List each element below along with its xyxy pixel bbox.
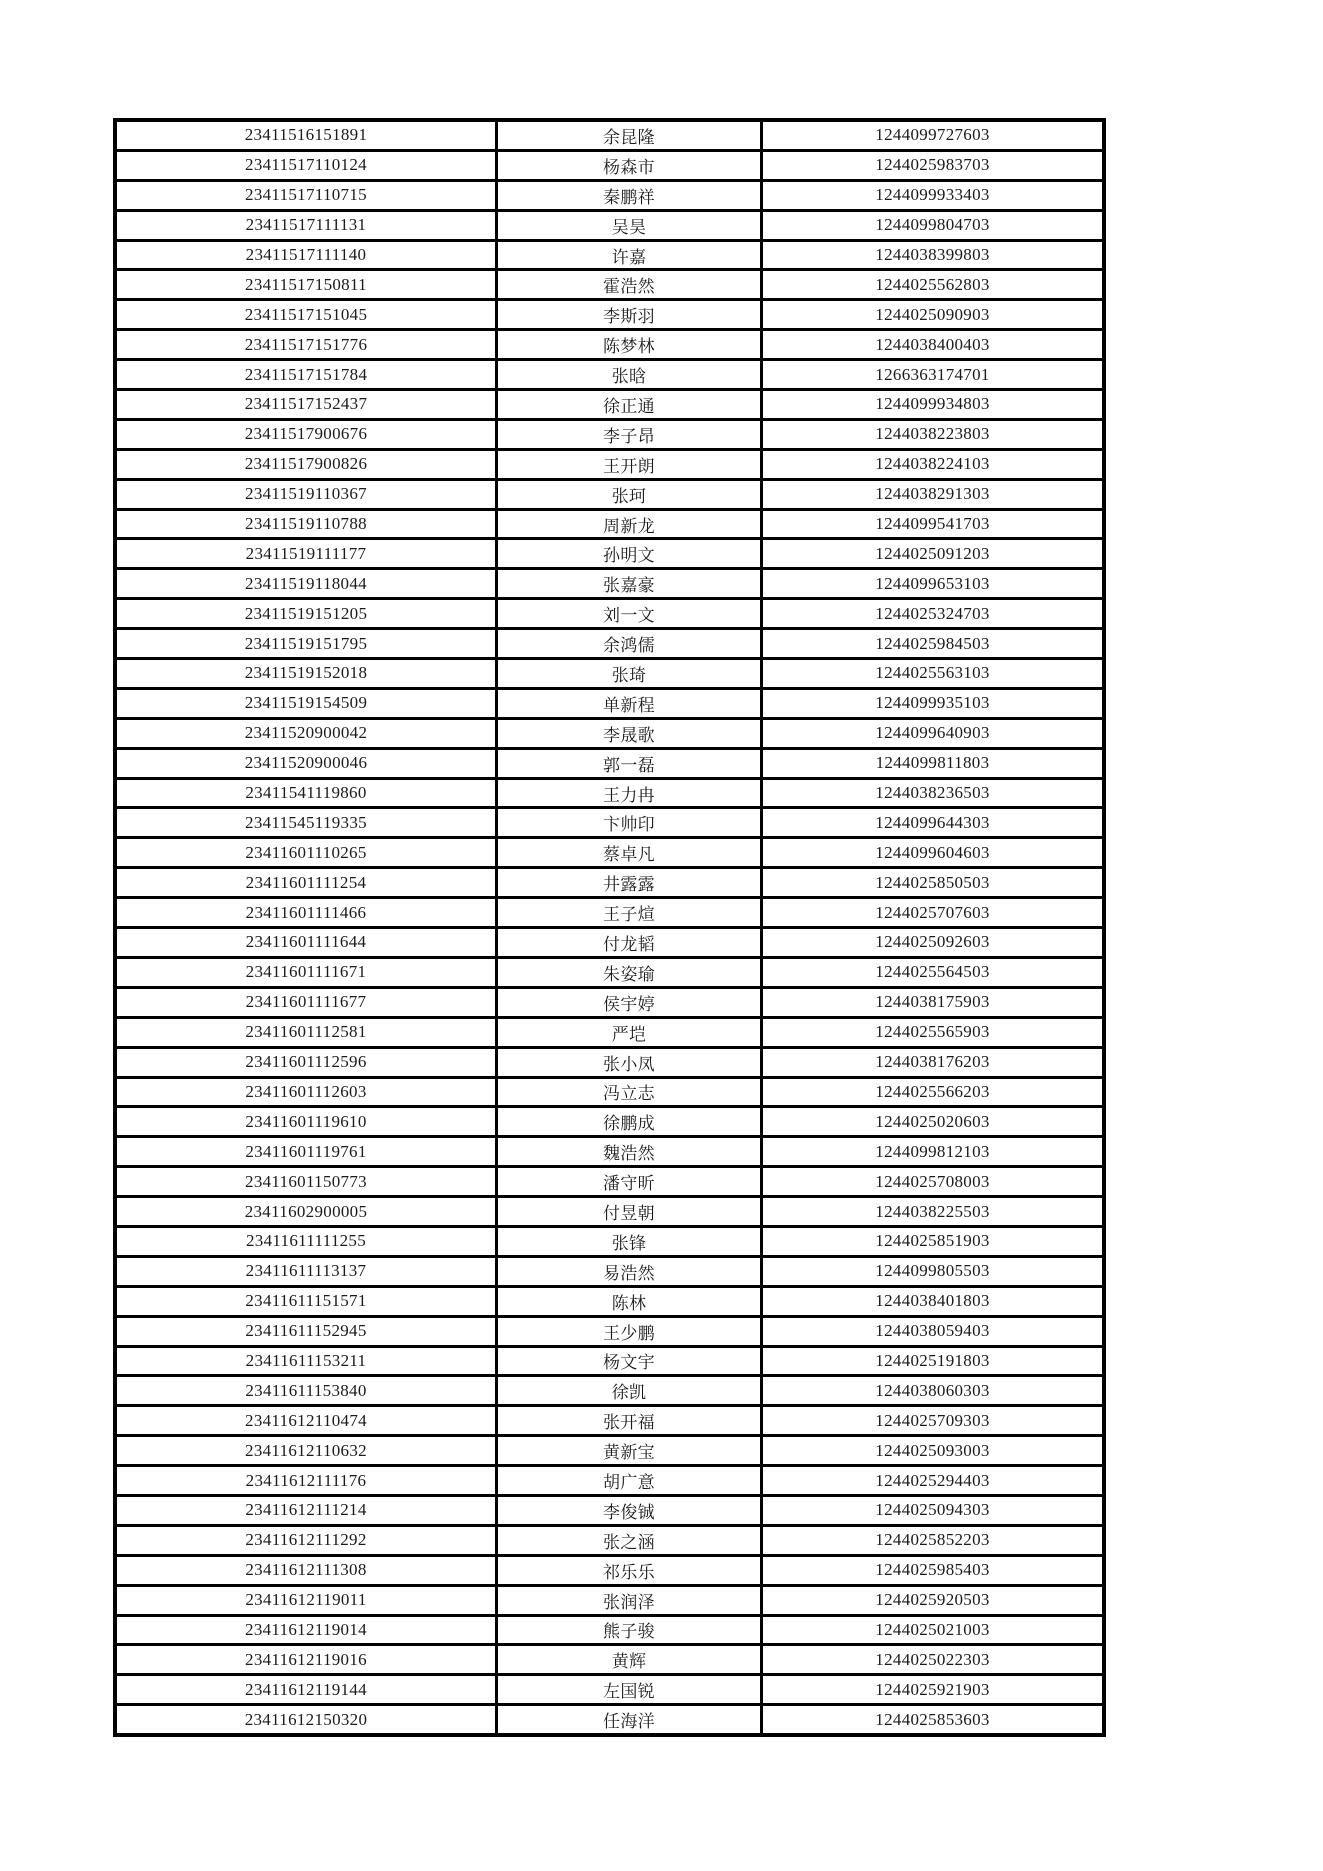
- table-row: [115, 270, 1104, 300]
- exam-id-cell: 23411601112603: [115, 1077, 497, 1107]
- name-cell: 井露露: [497, 868, 762, 898]
- code-cell: 1244099653103: [762, 569, 1105, 599]
- code-cell: 1244025564503: [762, 957, 1105, 987]
- code-cell: 1244025562803: [762, 270, 1105, 300]
- table-row: [115, 1376, 1104, 1406]
- table-row: [115, 1645, 1104, 1675]
- name-cell: 蔡卓凡: [497, 838, 762, 868]
- name-cell: 王开朗: [497, 449, 762, 479]
- code-cell: 1244025566203: [762, 1077, 1105, 1107]
- exam-id-cell: 23411520900042: [115, 718, 497, 748]
- name-cell: 王力冉: [497, 778, 762, 808]
- exam-id-cell: 23411519151205: [115, 599, 497, 629]
- exam-id-cell: 23411520900046: [115, 748, 497, 778]
- exam-id-cell: 23411519151795: [115, 629, 497, 659]
- table-row: [115, 688, 1104, 718]
- exam-id-cell: 23411611152945: [115, 1316, 497, 1346]
- name-cell: 单新程: [497, 688, 762, 718]
- name-cell: 徐鹏成: [497, 1107, 762, 1137]
- table-row: [115, 539, 1104, 569]
- name-cell: 张嘉豪: [497, 569, 762, 599]
- code-cell: 1244025565903: [762, 1017, 1105, 1047]
- name-cell: 黄辉: [497, 1645, 762, 1675]
- name-cell: 张小凤: [497, 1047, 762, 1077]
- name-cell: 徐正通: [497, 390, 762, 420]
- table-row: [115, 868, 1104, 898]
- name-cell: 李斯羽: [497, 300, 762, 330]
- table-row: [115, 987, 1104, 1017]
- name-cell: 任海洋: [497, 1705, 762, 1735]
- exam-id-cell: 23411601119761: [115, 1137, 497, 1167]
- code-cell: 1244038224103: [762, 449, 1105, 479]
- code-cell: 1244025563103: [762, 659, 1105, 689]
- code-cell: 1244099644303: [762, 808, 1105, 838]
- exam-id-cell: 23411519154509: [115, 688, 497, 718]
- code-cell: 1244038400403: [762, 330, 1105, 360]
- name-cell: 王子煊: [497, 898, 762, 928]
- name-cell: 徐凯: [497, 1376, 762, 1406]
- code-cell: 1244025092603: [762, 928, 1105, 958]
- name-cell: 吴昊: [497, 210, 762, 240]
- exam-id-cell: 23411519110788: [115, 509, 497, 539]
- table-row: [115, 180, 1104, 210]
- name-cell: 陈梦林: [497, 330, 762, 360]
- table-row: [115, 957, 1104, 987]
- name-cell: 周新龙: [497, 509, 762, 539]
- code-cell: 1244099640903: [762, 718, 1105, 748]
- table-row: [115, 1167, 1104, 1197]
- table-row: [115, 1137, 1104, 1167]
- name-cell: 孙明文: [497, 539, 762, 569]
- table-row: [115, 1585, 1104, 1615]
- table-row: [115, 838, 1104, 868]
- exam-id-cell: 23411611113137: [115, 1256, 497, 1286]
- name-cell: 张琦: [497, 659, 762, 689]
- code-cell: 1244025853603: [762, 1705, 1105, 1735]
- code-cell: 1244025852203: [762, 1525, 1105, 1555]
- exam-id-cell: 23411517111140: [115, 240, 497, 270]
- exam-id-cell: 23411612119144: [115, 1675, 497, 1705]
- code-cell: 1244099811803: [762, 748, 1105, 778]
- exam-id-cell: 23411517110124: [115, 150, 497, 180]
- exam-id-cell: 23411601112581: [115, 1017, 497, 1047]
- name-cell: 胡广意: [497, 1466, 762, 1496]
- table-row: [115, 778, 1104, 808]
- exam-id-cell: 23411519111177: [115, 539, 497, 569]
- table-row: [115, 569, 1104, 599]
- code-cell: 1244025921903: [762, 1675, 1105, 1705]
- table-row: [115, 1705, 1104, 1735]
- code-cell: 1244099805503: [762, 1256, 1105, 1286]
- table-row: [115, 449, 1104, 479]
- code-cell: 1244038236503: [762, 778, 1105, 808]
- exam-id-cell: 23411519110367: [115, 479, 497, 509]
- table-row: [115, 1017, 1104, 1047]
- table-row: [115, 1436, 1104, 1466]
- code-cell: 1244025709303: [762, 1406, 1105, 1436]
- exam-id-cell: 23411612119011: [115, 1585, 497, 1615]
- exam-id-cell: 23411612111214: [115, 1495, 497, 1525]
- exam-id-cell: 23411612111292: [115, 1525, 497, 1555]
- exam-id-cell: 23411517151784: [115, 360, 497, 390]
- exam-id-cell: 23411612111176: [115, 1466, 497, 1496]
- exam-id-cell: 23411517152437: [115, 390, 497, 420]
- exam-id-cell: 23411612119014: [115, 1615, 497, 1645]
- code-cell: 1244099934803: [762, 390, 1105, 420]
- exam-id-cell: 23411601111644: [115, 928, 497, 958]
- code-cell: 1244099935103: [762, 688, 1105, 718]
- table-row: [115, 419, 1104, 449]
- name-cell: 张开福: [497, 1406, 762, 1436]
- table-row: [115, 1406, 1104, 1436]
- name-cell: 侯宇婷: [497, 987, 762, 1017]
- table-row: [115, 150, 1104, 180]
- name-cell: 左国锐: [497, 1675, 762, 1705]
- table-row: [115, 1615, 1104, 1645]
- exam-id-cell: 23411601111466: [115, 898, 497, 928]
- name-cell: 刘一文: [497, 599, 762, 629]
- code-cell: 1244038175903: [762, 987, 1105, 1017]
- exam-id-cell: 23411601119610: [115, 1107, 497, 1137]
- table-row: [115, 300, 1104, 330]
- code-cell: 1244025707603: [762, 898, 1105, 928]
- code-cell: 1244099541703: [762, 509, 1105, 539]
- code-cell: 1244025984503: [762, 629, 1105, 659]
- code-cell: 1244025851903: [762, 1226, 1105, 1256]
- table-row: [115, 1495, 1104, 1525]
- exam-id-cell: 23411601112596: [115, 1047, 497, 1077]
- exam-id-cell: 23411612119016: [115, 1645, 497, 1675]
- name-cell: 杨森市: [497, 150, 762, 180]
- name-cell: 张珂: [497, 479, 762, 509]
- name-cell: 秦鹏祥: [497, 180, 762, 210]
- code-cell: 1244099812103: [762, 1137, 1105, 1167]
- table-row: [115, 748, 1104, 778]
- table-row: [115, 330, 1104, 360]
- table-row: [115, 1286, 1104, 1316]
- exam-id-cell: 23411611111255: [115, 1226, 497, 1256]
- name-cell: 易浩然: [497, 1256, 762, 1286]
- name-cell: 余鸿儒: [497, 629, 762, 659]
- code-cell: 1244038401803: [762, 1286, 1105, 1316]
- name-cell: 张锋: [497, 1226, 762, 1256]
- exam-id-cell: 23411516151891: [115, 120, 497, 150]
- code-cell: 1244025920503: [762, 1585, 1105, 1615]
- code-cell: 1244025191803: [762, 1346, 1105, 1376]
- table-row: [115, 1226, 1104, 1256]
- name-cell: 张之涵: [497, 1525, 762, 1555]
- table-row: [115, 1107, 1104, 1137]
- table-row: [115, 210, 1104, 240]
- exam-id-cell: 23411601111677: [115, 987, 497, 1017]
- name-cell: 陈林: [497, 1286, 762, 1316]
- table-row: [115, 509, 1104, 539]
- code-cell: 1244099933403: [762, 180, 1105, 210]
- exam-id-cell: 23411517151045: [115, 300, 497, 330]
- name-cell: 冯立志: [497, 1077, 762, 1107]
- exam-id-cell: 23411541119860: [115, 778, 497, 808]
- code-cell: 1244025020603: [762, 1107, 1105, 1137]
- exam-id-cell: 23411601111671: [115, 957, 497, 987]
- code-cell: 1244025850503: [762, 868, 1105, 898]
- code-cell: 1244025708003: [762, 1167, 1105, 1197]
- exam-id-cell: 23411612111308: [115, 1555, 497, 1585]
- name-cell: 魏浩然: [497, 1137, 762, 1167]
- name-cell: 霍浩然: [497, 270, 762, 300]
- table-row: [115, 898, 1104, 928]
- table-row: [115, 479, 1104, 509]
- name-cell: 卞帅印: [497, 808, 762, 838]
- code-cell: 1244025985403: [762, 1555, 1105, 1585]
- code-cell: 1244025090903: [762, 300, 1105, 330]
- table-row: [115, 1047, 1104, 1077]
- code-cell: 1244025983703: [762, 150, 1105, 180]
- exam-id-cell: 23411612110632: [115, 1436, 497, 1466]
- table-row: [115, 120, 1104, 150]
- exam-id-cell: 23411519152018: [115, 659, 497, 689]
- table-row: [115, 718, 1104, 748]
- exam-id-cell: 23411601111254: [115, 868, 497, 898]
- exam-id-cell: 23411517111131: [115, 210, 497, 240]
- table-row: [115, 1256, 1104, 1286]
- name-cell: 余昆隆: [497, 120, 762, 150]
- table-row: [115, 240, 1104, 270]
- name-cell: 郭一磊: [497, 748, 762, 778]
- table-row: [115, 390, 1104, 420]
- name-cell: 严垲: [497, 1017, 762, 1047]
- name-cell: 黄新宝: [497, 1436, 762, 1466]
- name-cell: 李俊铖: [497, 1495, 762, 1525]
- exam-id-cell: 23411611153211: [115, 1346, 497, 1376]
- code-cell: 1244025324703: [762, 599, 1105, 629]
- exam-id-cell: 23411519118044: [115, 569, 497, 599]
- code-cell: 1244038060303: [762, 1376, 1105, 1406]
- exam-id-cell: 23411545119335: [115, 808, 497, 838]
- code-cell: 1244099804703: [762, 210, 1105, 240]
- roster-table: [113, 118, 1106, 1737]
- name-cell: 付昱朝: [497, 1197, 762, 1227]
- code-cell: 1244038399803: [762, 240, 1105, 270]
- table-row: [115, 1197, 1104, 1227]
- exam-id-cell: 23411517150811: [115, 270, 497, 300]
- table-row: [115, 1525, 1104, 1555]
- table-row: [115, 599, 1104, 629]
- table-row: [115, 1675, 1104, 1705]
- exam-id-cell: 23411517900676: [115, 419, 497, 449]
- name-cell: 潘守昕: [497, 1167, 762, 1197]
- name-cell: 祁乐乐: [497, 1555, 762, 1585]
- code-cell: 1244099727603: [762, 120, 1105, 150]
- exam-id-cell: 23411611153840: [115, 1376, 497, 1406]
- code-cell: 1244038176203: [762, 1047, 1105, 1077]
- code-cell: 1244099604603: [762, 838, 1105, 868]
- table-row: [115, 1346, 1104, 1376]
- name-cell: 熊子骏: [497, 1615, 762, 1645]
- table-row: [115, 360, 1104, 390]
- exam-id-cell: 23411611151571: [115, 1286, 497, 1316]
- code-cell: 1244025093003: [762, 1436, 1105, 1466]
- table-row: [115, 1316, 1104, 1346]
- table-row: [115, 659, 1104, 689]
- exam-id-cell: 23411602900005: [115, 1197, 497, 1227]
- exam-id-cell: 23411517110715: [115, 180, 497, 210]
- name-cell: 许嘉: [497, 240, 762, 270]
- code-cell: 1244025094303: [762, 1495, 1105, 1525]
- exam-id-cell: 23411612110474: [115, 1406, 497, 1436]
- table-row: [115, 928, 1104, 958]
- code-cell: 1244038223803: [762, 419, 1105, 449]
- name-cell: 张润泽: [497, 1585, 762, 1615]
- table-row: [115, 1077, 1104, 1107]
- roster-table-body: [115, 120, 1104, 1735]
- code-cell: 1244038225503: [762, 1197, 1105, 1227]
- code-cell: 1244038059403: [762, 1316, 1105, 1346]
- table-row: [115, 808, 1104, 838]
- table-row: [115, 629, 1104, 659]
- name-cell: 杨文宇: [497, 1346, 762, 1376]
- code-cell: 1244038291303: [762, 479, 1105, 509]
- exam-id-cell: 23411517900826: [115, 449, 497, 479]
- name-cell: 朱姿瑜: [497, 957, 762, 987]
- table-row: [115, 1555, 1104, 1585]
- code-cell: 1244025294403: [762, 1466, 1105, 1496]
- exam-id-cell: 23411612150320: [115, 1705, 497, 1735]
- exam-id-cell: 23411517151776: [115, 330, 497, 360]
- name-cell: 王少鹏: [497, 1316, 762, 1346]
- name-cell: 付龙韬: [497, 928, 762, 958]
- name-cell: 李晟歌: [497, 718, 762, 748]
- name-cell: 张晗: [497, 360, 762, 390]
- table-row: [115, 1466, 1104, 1496]
- exam-id-cell: 23411601110265: [115, 838, 497, 868]
- code-cell: 1244025091203: [762, 539, 1105, 569]
- code-cell: 1244025021003: [762, 1615, 1105, 1645]
- name-cell: 李子昂: [497, 419, 762, 449]
- code-cell: 1244025022303: [762, 1645, 1105, 1675]
- code-cell: 1266363174701: [762, 360, 1105, 390]
- exam-id-cell: 23411601150773: [115, 1167, 497, 1197]
